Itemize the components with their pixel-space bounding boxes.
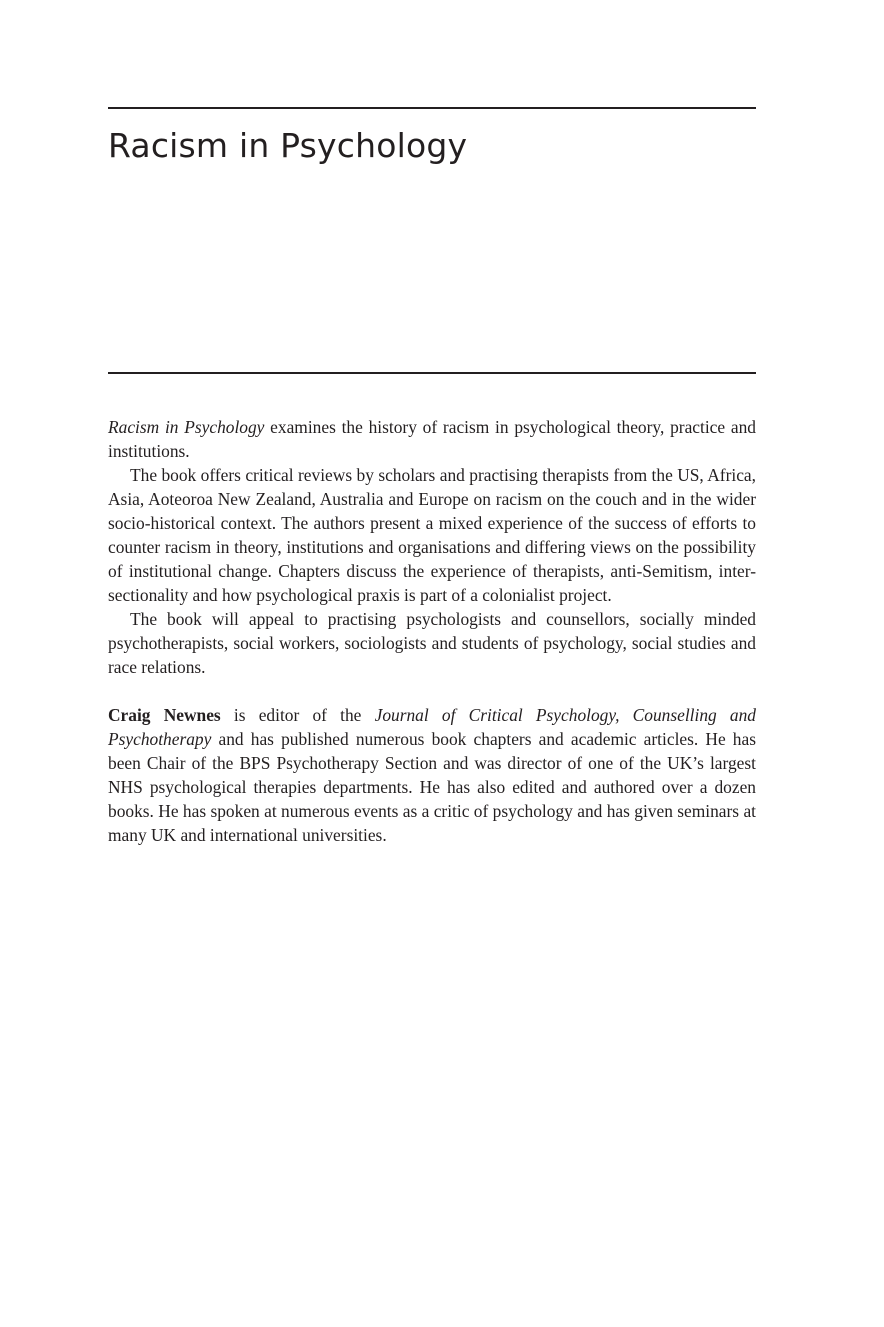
book-title: Racism in Psychology <box>108 126 468 165</box>
back-cover-text <box>108 415 756 847</box>
description-paragraph-2: The book offers critical reviews by scholars and practising therapists from the US, Africa, Asia, Aoteoroa New Zealand, Australia and Europe on racism on the couch and in the wider socio-historical context. The authors present a mixed experience of the success of efforts to counter racism in theory, institutions and organisations and differing views on the possibility of institutional change. Chapters discuss the experience of therapists, anti-Semitism, inter-sectionality and how psychological praxis is part of a colonialist project. <box>108 465 756 605</box>
author-bio <box>108 703 756 847</box>
description-paragraph-1 <box>108 415 756 463</box>
top-rule <box>108 107 756 109</box>
middle-rule <box>108 372 756 374</box>
author-bio-text-2: and has published numerous book chapters and academic articles. He has been Chair of the BPS Psychotherapy Section and was director of one of the UK’s largest NHS psychological therapies departments. He has also edited and authored over a dozen books. He has spoken at numerous events as a critic of psychology and has given seminars at many UK and international universities. <box>108 729 756 845</box>
author-name: Craig Newnes <box>108 705 221 725</box>
description-paragraph-3: The book will appeal to practising psychologists and counsellors, socially minded psychotherapists, social workers, sociologists and students of psychology, social studies and race relations. <box>108 609 756 677</box>
book-title-italic: Racism in Psychology <box>108 417 265 437</box>
author-bio-text-1: is editor of the <box>220 705 375 725</box>
description-paragraph-1-text: examines the history of racism in psychological theory, practice and institutions. <box>108 417 756 461</box>
journal-title: Journal of Critical Psychology, Counselling and Psychotherapy <box>108 705 757 749</box>
